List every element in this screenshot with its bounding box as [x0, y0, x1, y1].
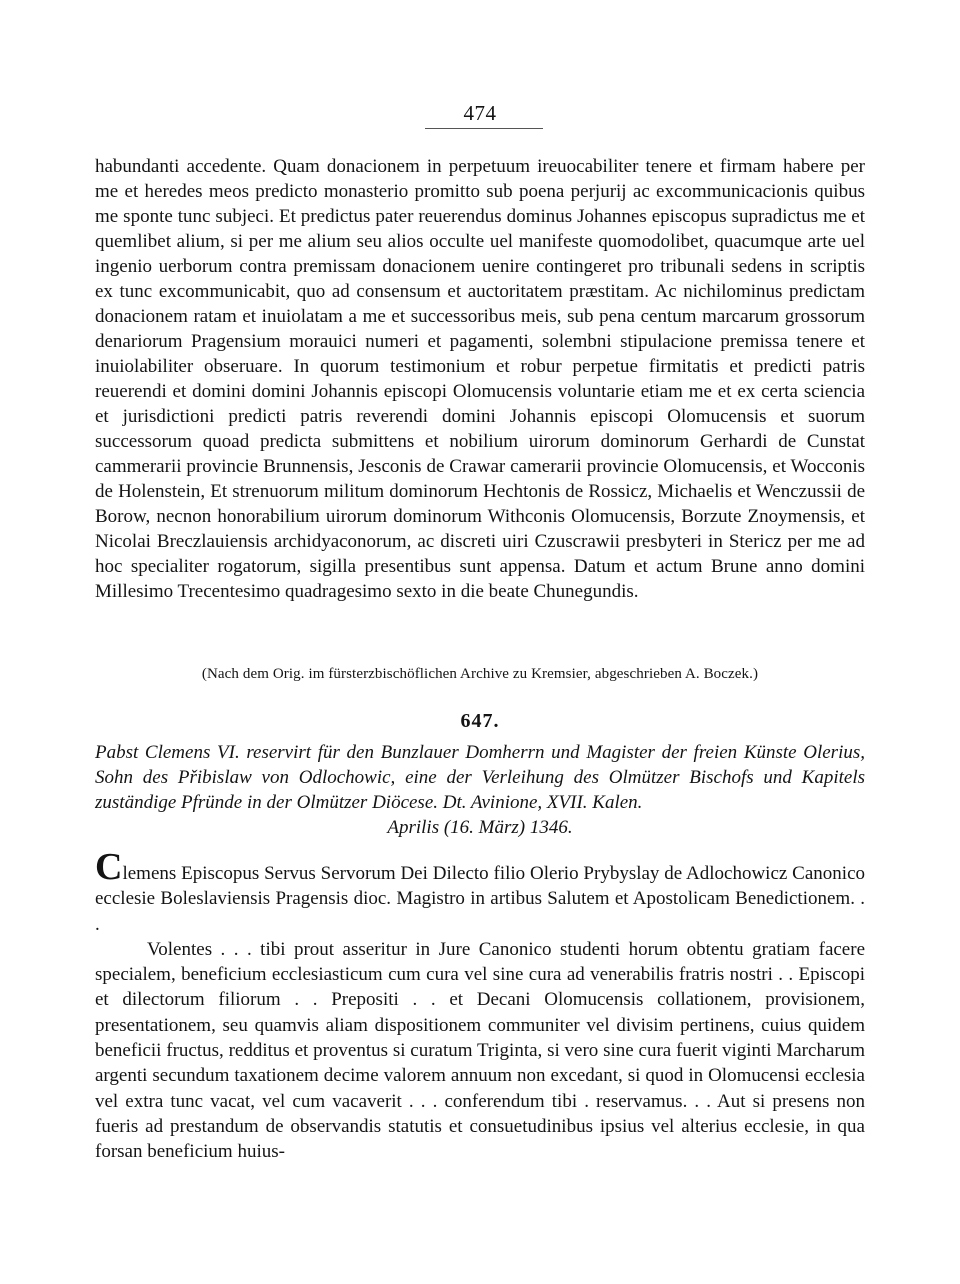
document-heading-date: Aprilis (16. März) 1346. [387, 817, 573, 838]
letter-text-block [95, 846, 865, 1165]
initial-letter: C [95, 846, 123, 888]
main-text-block [95, 154, 865, 604]
document-heading-text: Pabst Clemens VI. reservirt für den Bunzlauer Domherrn und Magister der freien Künste Olerius, Sohn des Přibislaw von Odlochowic, eine der Verleihung des Olmützer Bischofs und Kapitels zuständige Pfründe in der Olmützer Diöcese. Dt. Avinione, XVII. Kalen. [95, 742, 865, 813]
main-paragraph: habundanti accedente. Quam donacionem in perpetuum ireuocabiliter tenere et firmam habere per me et heredes meos predicto monasterio promitto sub poena perjurij ac excommunicacionis quibus me sponte tunc subjeci. Et predictus pater reuerendus dominus Johannes episcopus supradictus me et quemlibet alium, si per me alium seu alios occulte uel manifeste quomodolibet, quacumque arte uel ingenio uerborum contra premissam donacionem uenire contingeret pro tribunali sedens in scriptis ex tunc excommunicabit, quo ad consensum et auctoritatem præstitam. Ac nichilominus predictam donacionem ratam et inuiolatam a me et successoribus meis, sub pena centum marcarum grossorum denariorum Pragensium morauici numeri et pagamenti, solembni stipulacione premissa tenere et inuiolabiliter obseruare. In quorum testimonium et robur perpetue firmitatis et predicti patris reuerendi et domini domini Johannis episcopi Olomucensis voluntarie etiam me et ex certa sciencia et jurisdictioni predicti patris reverendi domini Johannis episcopi Olomucensis et suorum successorum quoad predicta submittens et nobilium uirorum dominorum Gerhardi de Cunstat cammerarii provincie Brunnensis, Jesconis de Crawar camerarii provincie Olomucensis, et Wocconis de Holenstein, Et strenuorum militum dominorum Hechtonis de Rossicz, Michaelis et Wenczussii de Borow, necnon honorabilium uirorum dominorum Withconis Olomucensis, Borzute Znoymensis, et Nicolai Breczlauiensis archidyaconorum, ac discreti uiri Czuscrawii presbyteri in Stericz per me ad hoc specialiter rogatorum, sigilla presentibus sunt appensa. Datum et actum Brune anno domini Millesimo Trecentesimo quadragesimo sexto in die beate Chunegundis. [95, 156, 865, 602]
header-rule [425, 128, 543, 129]
document-heading [95, 740, 865, 840]
document-number: 647. [460, 710, 500, 732]
page-number: 474 [463, 101, 497, 125]
salutation-paragraph [95, 846, 865, 937]
source-note: (Nach dem Orig. im fürsterzbischöflichen Archive zu Kremsier, abgeschrieben A. Boczek.) [201, 666, 759, 682]
letter-body-paragraph: Volentes . . . tibi prout asseritur in Jure Canonico studenti horum obtentu gratiam facere specialem, beneficium ecclesiasticum cum cura vel sine cura ad venerabilis fratris nostri . . Episcopi et dilectorum filiorum . . Prepositi . . et Decani Olomucensis collationem, provisionem, presentationem, seu quamvis aliam dispositionem communiter vel divisim pertinens, cuius quidem beneficii fructus, redditus et proventus si curatum Triginta, si vero sine cura fuerit viginti Marcharum argenti secundum taxationem decime valorem annuum non excedant, si quod in Olomucensi ecclesia vel extra tunc vacat, vel cum vacaverit . . . conferendum tibi . reservamus. . . Aut si presens non fueris ad prestandum de observandis statutis et consuetudinibus ipsius vel alterius ecclesie, in qua forsan beneficium huius- [95, 938, 865, 1163]
salutation-text: lemens Episcopus Servus Servorum Dei Dilecto filio Olerio Prybyslay de Adlochowicz Canonico ecclesie Boleslaviensis Pragensis dioc. Magistro in artibus Salutem et Apostolicam Benedictionem. . . [95, 863, 865, 935]
